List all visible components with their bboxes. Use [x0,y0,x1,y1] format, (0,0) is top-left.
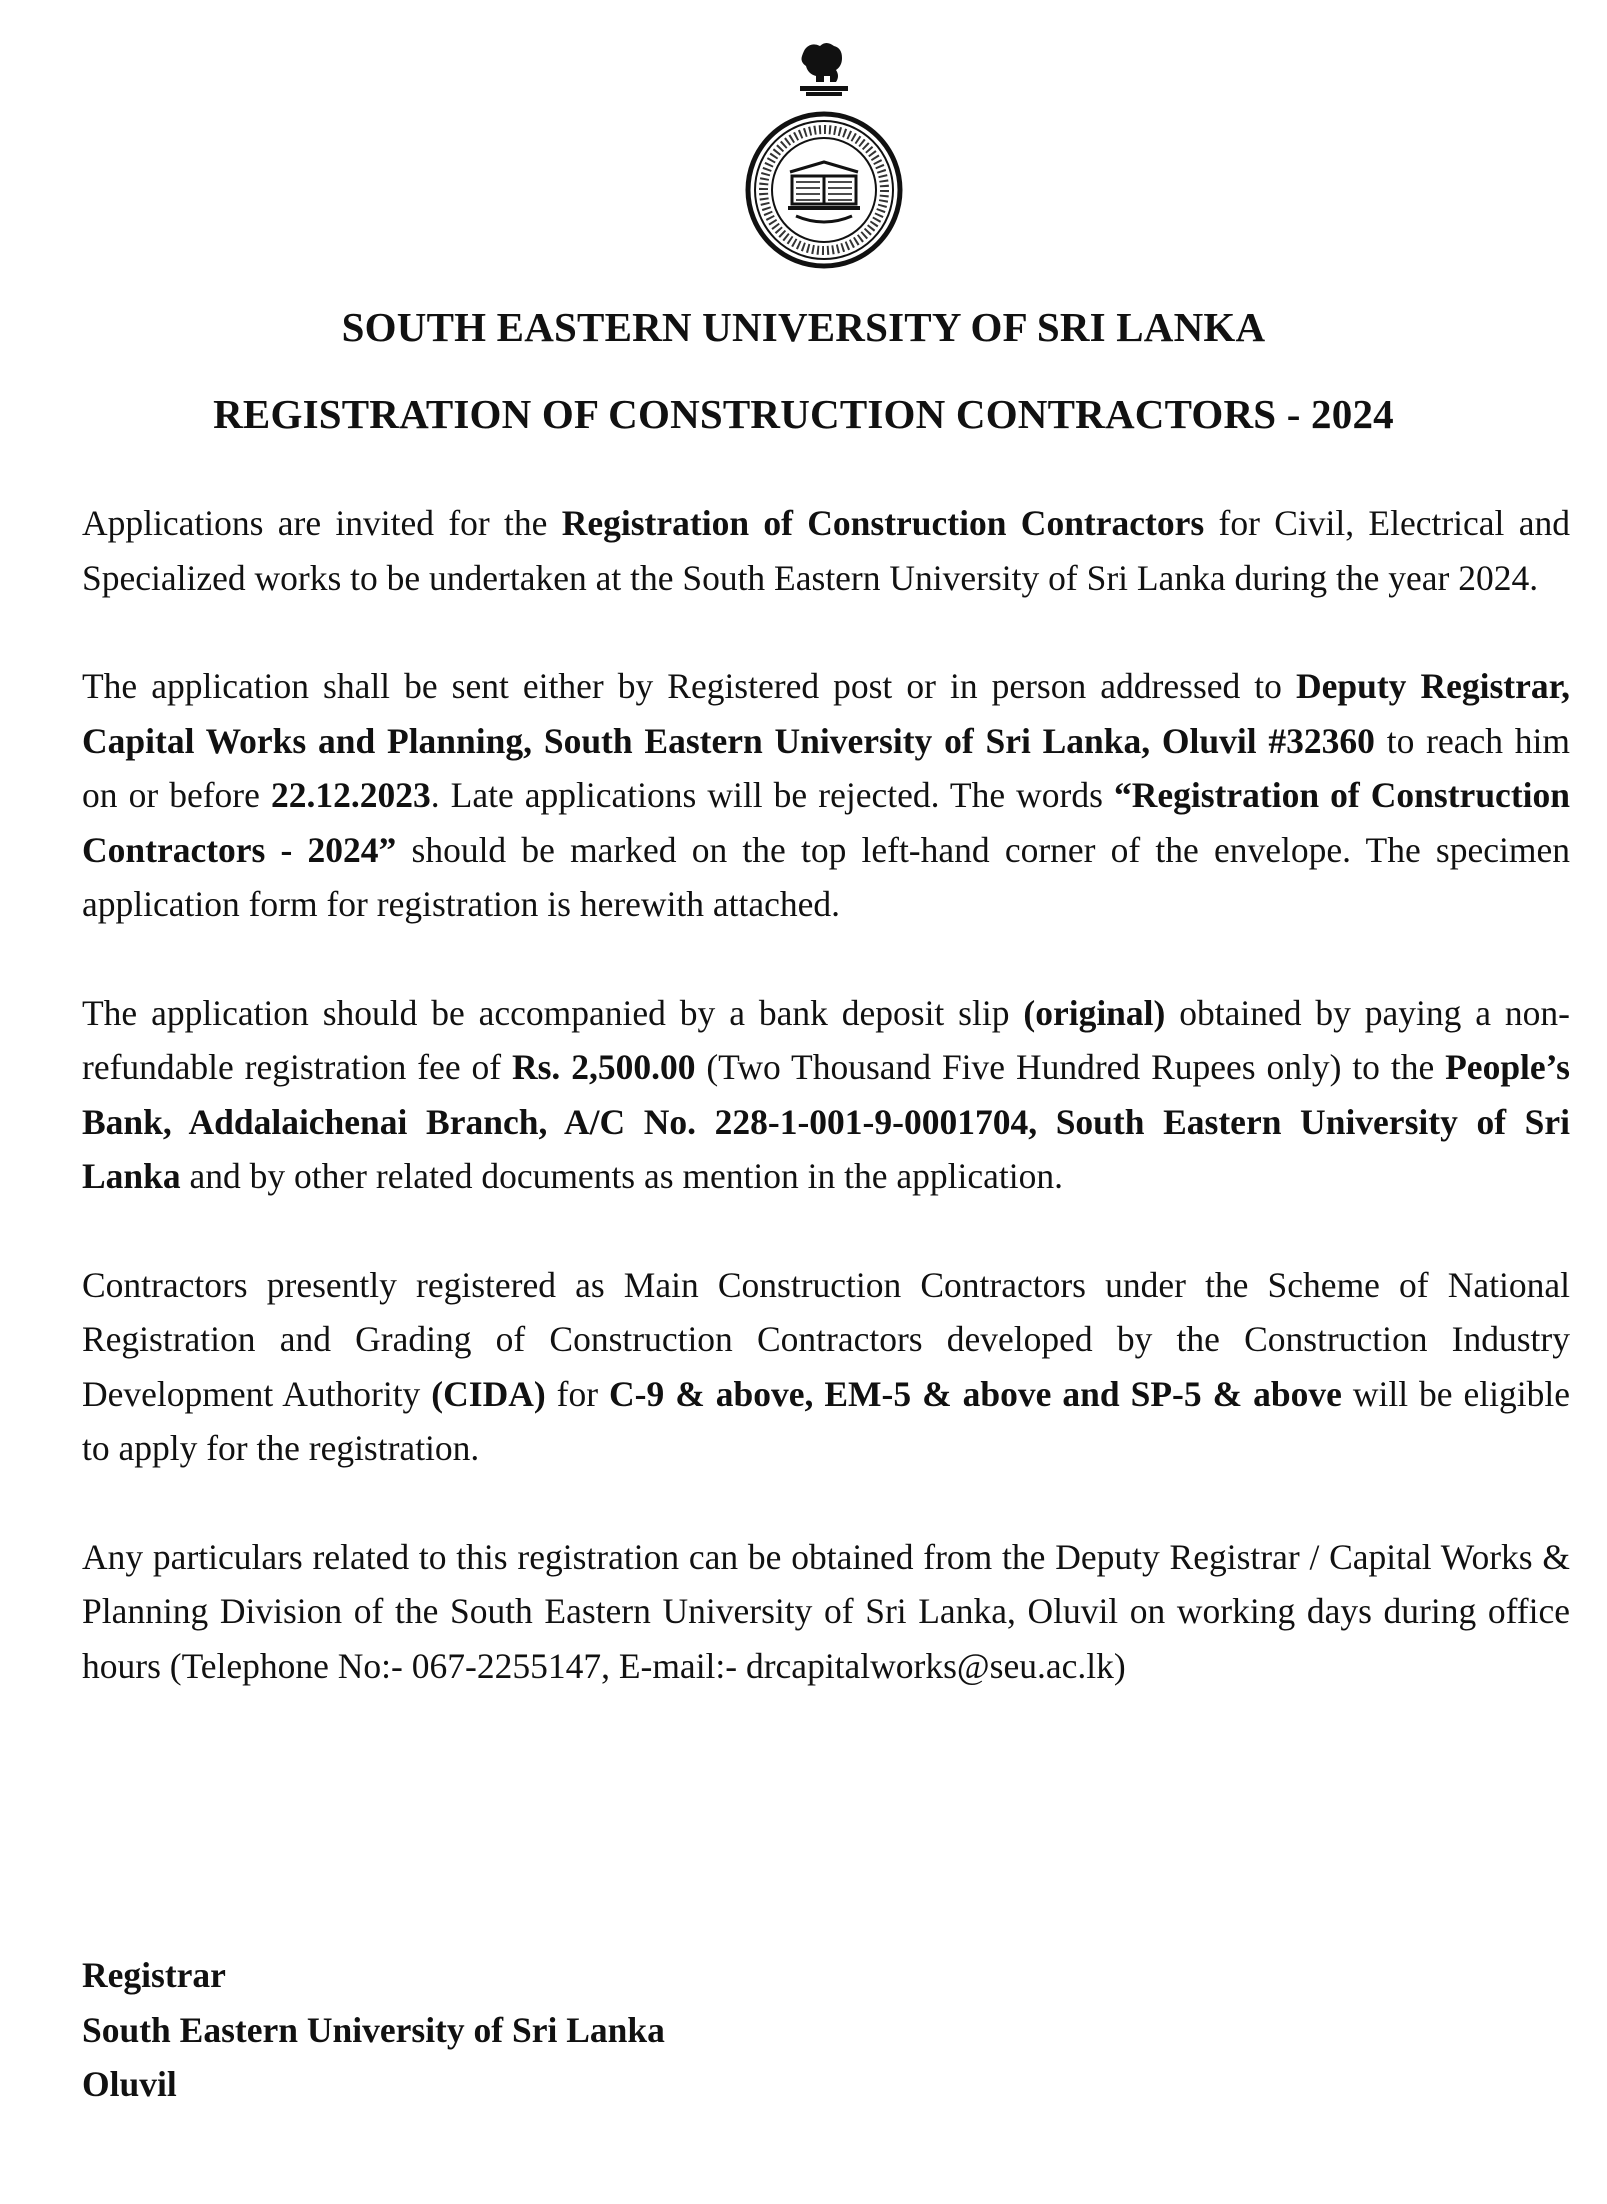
p2-text-c: to reach him on or before [82,720,1570,815]
p1-text-c: for Civil, Electrical and Specialized works to be undertaken at the South Eastern University of Sri Lanka during the year 2024. [82,503,1570,598]
notice-title-heading: REGISTRATION OF CONSTRUCTION CONTRACTORS - 2024 [213,391,1394,437]
p4-text-c: for [545,1373,610,1414]
paragraph-eligibility [82,1258,1570,1476]
signature-place: Oluvil [82,2064,177,2104]
p3-text-c: obtained by paying a non-refundable registration fee of [82,992,1570,1087]
p4-text-a: Contractors presently registered as Main Construction Contractors under the Scheme of National Registration and Grading of Construction Contractors developed by the Construction Industry Development Authority [82,1264,1570,1414]
university-name-heading: SOUTH EASTERN UNIVERSITY OF SRI LANKA [341,304,1266,350]
paragraph-invitation [82,496,1570,605]
signature-block [82,1948,665,2112]
p3-text-e: (Two Thousand Five Hundred Rupees only) to the [695,1047,1446,1087]
p3-text-g: and by other related documents as mention in the application. [180,1156,1063,1196]
p2-bold-deadline: 22.12.2023 [270,775,431,815]
p3-bold-b: (original) [1023,992,1166,1033]
paragraph-fee [82,986,1570,1204]
p4-text-e: will be eligible to apply for the registration. [82,1373,1571,1468]
p3-bold-bank: People’s Bank, Addalaichenai Branch, A/C No. 228-1-001-9-0001704, South Eastern University of Sri Lanka [82,1047,1570,1196]
paragraph-submission [82,659,1570,932]
p2-bold-b: Deputy Registrar, Capital Works and Planning, South Eastern University of Sri Lanka, Oluvil #32360 [82,666,1570,761]
signature-title: Registrar [82,1955,226,1995]
p2-bold-f: “Registration of Construction Contractors - 2024” [82,775,1570,870]
p4-bold-cida: (CIDA) [431,1373,546,1414]
p5-text-a: Any particulars related to this registration can be obtained from the Deputy Registrar / Capital Works & Planning Division of the South Eastern University of Sri Lanka, Oluvil on working days during office hours (Telephone No:- 067-2255147, E-mail:- drcapitalworks@seu.ac.lk) [82,1536,1570,1686]
notice-body [82,496,1570,1747]
university-seal-icon [726,40,922,270]
p2-text-g: should be marked on the top left-hand corner of the envelope. The specimen application form for registration is herewith attached. [82,829,1570,924]
p4-bold-grades: C-9 & above, EM-5 & above and SP-5 & above [609,1373,1342,1414]
p2-text-a: The application shall be sent either by Registered post or in person addressed to [82,666,1296,706]
p3-text-a: The application should be accompanied by a bank deposit slip [82,992,1024,1033]
signature-institution: South Eastern University of Sri Lanka [82,2009,665,2050]
p1-bold-b: Registration of Construction Contractors [561,503,1205,543]
p2-text-e: . Late applications will be rejected. The words [430,775,1114,815]
paragraph-contact [82,1530,1570,1694]
p3-bold-fee: Rs. 2,500.00 [511,1047,696,1087]
p1-text-a: Applications are invited for the [82,503,562,543]
